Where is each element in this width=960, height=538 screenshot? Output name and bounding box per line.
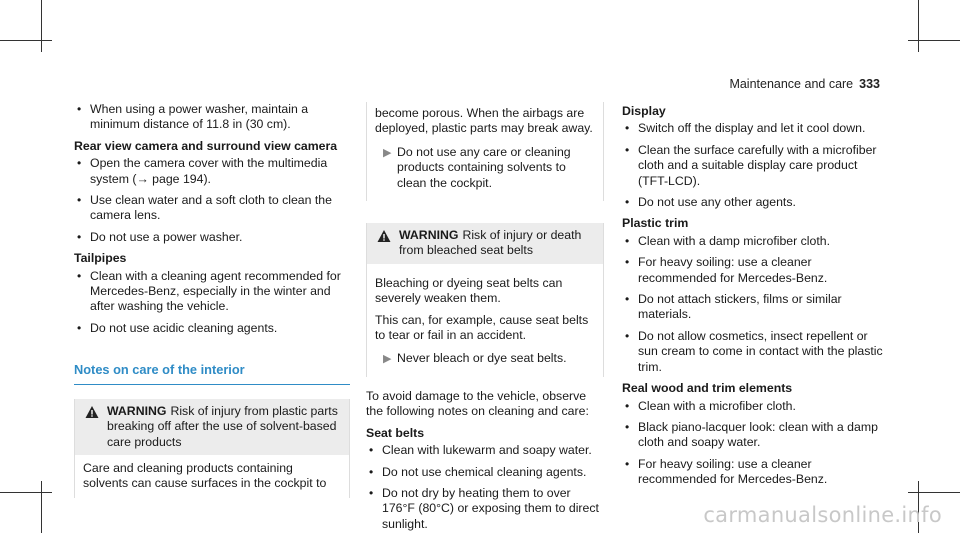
crop-mark xyxy=(41,0,42,52)
warning-header xyxy=(367,223,603,264)
list-item: • Do not attach stickers, films or similar materials. xyxy=(622,292,884,323)
action-text: Never bleach or dye seat belts. xyxy=(397,351,567,366)
crop-mark xyxy=(0,40,52,41)
action-step xyxy=(375,145,595,191)
list-item: • Clean with a cleaning agent recommended for Mercedes-Benz, especially in the winter and after washing the vehicle. xyxy=(74,269,350,315)
seat-belts-heading: Seat belts xyxy=(366,425,425,440)
crop-mark xyxy=(918,0,919,52)
list-item: • Do not use a power washer. xyxy=(74,230,350,245)
warning-triangle-icon xyxy=(377,229,391,243)
list-item-text: Open the camera cover with the multimedia system (→ page 194). xyxy=(90,156,328,186)
warning-title: Risk of injury or death from bleached seat belts xyxy=(399,228,582,258)
list-item: • Do not use acidic cleaning agents. xyxy=(74,321,350,336)
crop-mark xyxy=(908,492,960,493)
warning-label: WARNING xyxy=(399,228,459,243)
column-2 xyxy=(366,102,604,538)
warning-box xyxy=(74,399,350,498)
action-step xyxy=(375,351,595,366)
list-item: • Black piano-lacquer look: clean with a damp cloth and soapy water. xyxy=(622,420,884,451)
tailpipes-heading: Tailpipes xyxy=(74,251,127,266)
list-item: • Do not use any other agents. xyxy=(622,195,884,210)
rear-camera-heading: Rear view camera and surround view camera xyxy=(74,138,338,153)
list-item: • Clean with a damp microfiber cloth. xyxy=(622,234,884,249)
plastic-trim-heading: Plastic trim xyxy=(622,216,689,231)
list-item: • For heavy soiling: use a cleaner recommended for Mercedes-Benz. xyxy=(622,255,884,286)
warning-continued xyxy=(366,102,604,201)
list-item: • Do not allow cosmetics, insect repellent or sun cream to come in contact with the plastic trim. xyxy=(622,329,884,375)
action-arrow-icon: ▶ xyxy=(383,353,392,366)
column-3 xyxy=(622,102,884,494)
interior-section-title: Notes on care of the interior xyxy=(74,362,350,384)
warning-body xyxy=(367,264,603,377)
list-item xyxy=(74,156,350,187)
display-heading: Display xyxy=(622,104,666,118)
warning-continued-text: become porous. When the airbags are deployed, plastic parts may break away. xyxy=(375,106,593,136)
warning-title: Risk of injury from plastic parts breaking off after the use of solvent-based care products xyxy=(107,403,338,449)
list-item: • Clean with a microfiber cloth. xyxy=(622,399,884,414)
list-item: • Do not dry by heating them to over 176°F (80°C) or exposing them to direct sunlight. xyxy=(366,486,604,532)
list-item: • Use clean water and a soft cloth to clean the camera lens. xyxy=(74,193,350,224)
list-item: • Clean the surface carefully with a microfiber cloth and a suitable display care product (TFT-LCD). xyxy=(622,143,884,189)
list-item: • Clean with lukewarm and soapy water. xyxy=(366,443,604,458)
avoid-damage-text: To avoid damage to the vehicle, observe the following notes on cleaning and care: xyxy=(366,388,589,419)
real-wood-heading: Real wood and trim elements xyxy=(622,381,793,396)
warning-box xyxy=(366,223,604,377)
warning-body-text: Bleaching or dyeing seat belts can severely weaken them. xyxy=(375,275,563,306)
list-item: • For heavy soiling: use a cleaner recommended for Mercedes-Benz. xyxy=(622,457,884,488)
warning-header xyxy=(75,399,349,455)
crop-mark xyxy=(41,481,42,533)
warning-body: Care and cleaning products containing solvents can cause surfaces in the cockpit to xyxy=(83,460,327,491)
list-item: • Switch off the display and let it cool down. xyxy=(622,121,884,136)
list-item: • Do not use chemical cleaning agents. xyxy=(366,465,604,480)
action-text: Do not use any care or cleaning products containing solvents to clean the cockpit. xyxy=(397,144,571,190)
watermark: carmanualsonline.info xyxy=(703,503,942,527)
action-arrow-icon: ▶ xyxy=(383,146,392,159)
warning-label: WARNING xyxy=(107,403,167,418)
warning-body-text: This can, for example, cause seat belts to tear or fail in an accident. xyxy=(375,312,589,343)
section-title: Maintenance and care xyxy=(729,77,854,91)
page-number: 333 xyxy=(859,77,880,91)
crop-mark xyxy=(908,40,960,41)
list-item: • When using a power washer, maintain a minimum distance of 11.8 in (30 cm). xyxy=(74,102,350,133)
running-header xyxy=(729,77,880,91)
warning-triangle-icon xyxy=(85,405,99,419)
column-1 xyxy=(74,102,350,498)
crop-mark xyxy=(0,492,52,493)
